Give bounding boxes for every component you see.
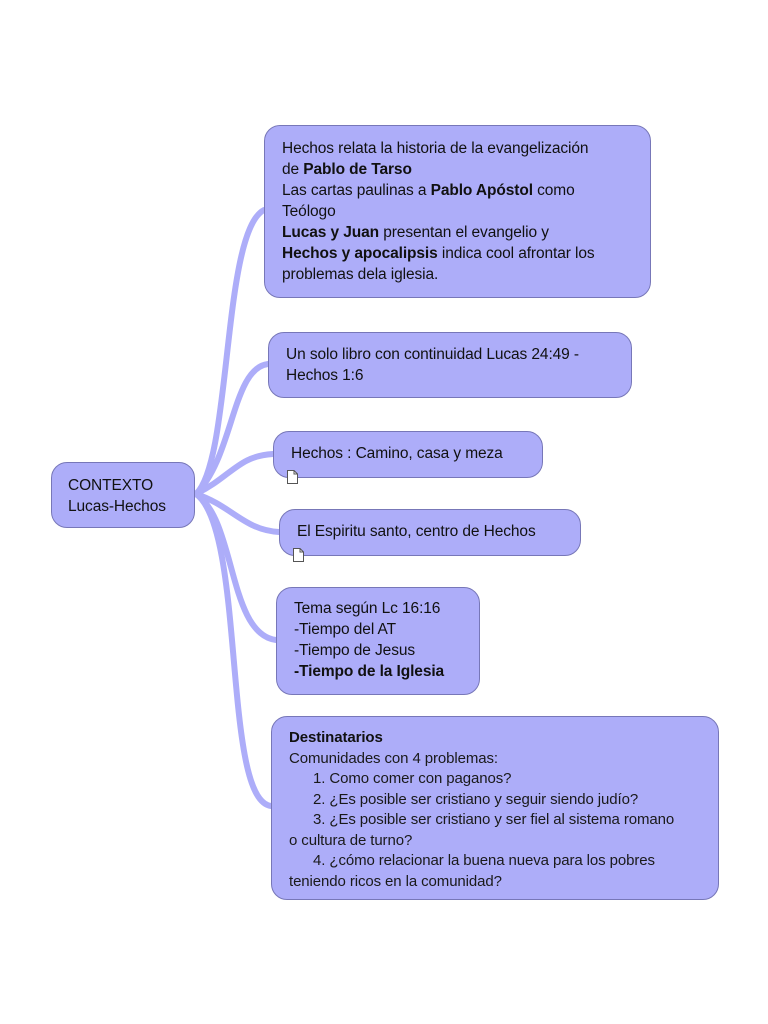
node1-bold-pablo-apostol: Pablo Apóstol bbox=[430, 182, 533, 199]
node5-line-3: -Tiempo de Jesus bbox=[294, 642, 416, 659]
node6-bold-title: Destinatarios bbox=[289, 729, 383, 746]
node2-line-1: Un solo libro con continuidad Lucas 24:49 - bbox=[286, 346, 579, 363]
node-un-solo-libro[interactable] bbox=[268, 332, 632, 398]
node1-line-5 bbox=[282, 222, 650, 243]
node6-title bbox=[289, 728, 718, 749]
node1-text: como bbox=[532, 182, 575, 199]
root-node-contexto[interactable] bbox=[51, 462, 195, 528]
node6-line-7: teniendo ricos en la comunidad? bbox=[289, 872, 502, 890]
node-camino-casa-meza[interactable] bbox=[273, 431, 543, 478]
node1-line-3 bbox=[282, 180, 650, 201]
node1-text: Las cartas paulinas a bbox=[282, 182, 431, 199]
node-hechos-historia[interactable] bbox=[264, 125, 651, 298]
node1-bold-pablo-tarso: Pablo de Tarso bbox=[303, 161, 412, 178]
node6-line-1: Comunidades con 4 problemas: bbox=[289, 749, 498, 767]
node5-line-4 bbox=[294, 661, 479, 682]
connector-node6 bbox=[196, 494, 271, 806]
node1-text: indica cool afrontar los bbox=[437, 245, 595, 262]
note-icon[interactable] bbox=[293, 548, 304, 562]
node4-line-1: El Espiritu santo, centro de Hechos bbox=[297, 523, 536, 540]
node6-line-3: 2. ¿Es posible ser cristiano y seguir siendo judío? bbox=[313, 790, 639, 808]
node-destinatarios[interactable] bbox=[271, 716, 719, 900]
node1-line-2 bbox=[282, 159, 650, 180]
node2-line-2: Hechos 1:6 bbox=[286, 367, 364, 384]
node6-line-5: o cultura de turno? bbox=[289, 831, 413, 849]
node1-text: de bbox=[282, 161, 304, 178]
node1-bold-lucas-juan: Lucas y Juan bbox=[282, 224, 380, 241]
node-tema-lc-16-16[interactable] bbox=[276, 587, 480, 695]
node3-line-1: Hechos : Camino, casa y meza bbox=[291, 445, 503, 462]
node6-line-6: 4. ¿cómo relacionar la buena nueva para los pobres bbox=[313, 852, 655, 869]
node5-line-1: Tema según Lc 16:16 bbox=[294, 600, 441, 617]
node1-bold-hechos-apocalipsis: Hechos y apocalipsis bbox=[282, 245, 438, 262]
node-espiritu-santo[interactable] bbox=[279, 509, 581, 556]
node6-line-4: 3. ¿Es posible ser cristiano y ser fiel al sistema romano bbox=[313, 811, 675, 828]
root-line-1: CONTEXTO bbox=[68, 477, 154, 494]
node5-bold-iglesia: -Tiempo de la Iglesia bbox=[294, 663, 445, 680]
node6-line-2: 1. Como comer con paganos? bbox=[313, 770, 512, 787]
node1-line-4: Teólogo bbox=[282, 203, 336, 220]
node1-line-1: Hechos relata la historia de la evangelización bbox=[282, 140, 589, 157]
node5-line-2: -Tiempo del AT bbox=[294, 621, 396, 638]
node1-line-6 bbox=[282, 243, 650, 264]
note-icon[interactable] bbox=[287, 470, 298, 484]
node1-text: presentan el evangelio y bbox=[379, 224, 549, 241]
connector-node1 bbox=[196, 210, 264, 494]
root-line-2: Lucas-Hechos bbox=[68, 498, 166, 515]
node1-line-7: problemas dela iglesia. bbox=[282, 266, 439, 283]
